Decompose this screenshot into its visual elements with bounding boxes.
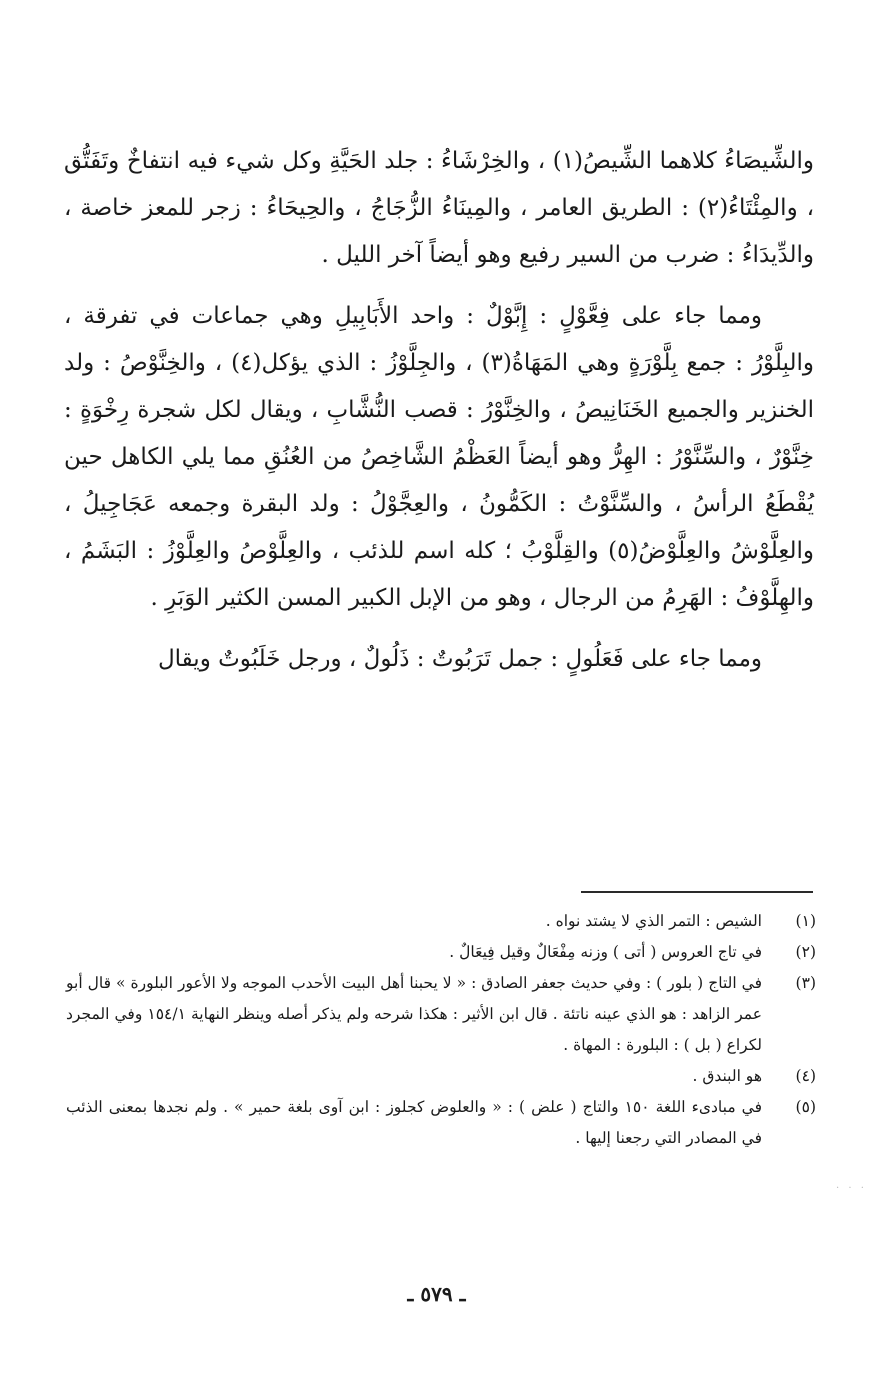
footnote-text: في التاج ( بلور ) : وفي حديث جعفر الصادق : « لا يحبنا أهل البيت الأحدب الموجه ولا الأعور البلورة » قال أبو عمر الزاهد : هو الذي عينه ناتئة . قال ابن الأثير : هكذا شرحه ولم يذكر أصله وينظر النهاية ١٥٤/١ وفي المجرد لكراع ( بل ) : البلورة : المهاة . xyxy=(66,974,762,1054)
footnote-number: (٢) xyxy=(795,943,816,961)
footnote-1 xyxy=(66,906,816,937)
page-number: ـ ٥٧٩ ـ xyxy=(407,1282,466,1306)
paragraph-2: ومما جاء على فِعَّوْلٍ : إِبَّوْلٌ : واحد الأَبَابِيلِ وهي جماعات في تفرقة ، والبِلَّوْرُ : جمع بِلَّوْرَةٍ وهي المَهَاةُ(٣) ، والجِلَّوْزُ : الذي يؤكل(٤) ، والخِنَّوْصُ : ولد الخنزير والجميع الخَنَانِيصُ ، والخِنَّوْرُ : قصب النُّشَّابِ ، ويقال لكل شجرة رِخْوَةٍ : خِنَّوْرٌ ، والسِّنَّوْرُ : الهِرُّ وهو أيضاً العَظْمُ الشَّاخِصُ من العُنُقِ مما يلي الكاهل حين يُقْطَعُ الرأسُ ، والسِّنَّوْتُ : الكَمُّونُ ، والعِجَّوْلُ : ولد البقرة وجمعه عَجَاجِيلُ ، والعِلَّوْشُ والعِلَّوْضُ(٥) والقِلَّوْبُ ؛ كله اسم للذئب ، والعِلَّوْصُ والعِلَّوْزُ : البَشَمُ ، والهِلَّوْفُ : الهَرِمُ من الرجال ، وهو من الإبل الكبير المسن الكثير الوَبَرِ . xyxy=(64,303,814,611)
footnote-text: في تاج العروس ( أتى ) وزنه مِفْعَالٌ وقيل فِيعَالٌ . xyxy=(449,943,762,961)
paragraph-3: ومما جاء على فَعَلُولٍ : جمل تَرَبُوتٌ : ذَلُولٌ ، ورجل خَلَبُوتٌ ويقال xyxy=(157,646,762,672)
footnote-3 xyxy=(66,968,816,1061)
footnote-4 xyxy=(66,1061,816,1092)
footnote-number: (١) xyxy=(795,912,816,930)
margin-scan-mark: . . . xyxy=(836,1180,867,1191)
footnote-text: الشيص : التمر الذي لا يشتد نواه . xyxy=(545,912,762,930)
footnote-text: في مبادىء اللغة ١٥٠ والتاج ( علض ) : « والعلوض كجلوز : ابن آوى بلغة حمير » . ولم نجدها بمعنى الذئب في المصادر التي رجعنا إليها . xyxy=(66,1098,762,1147)
footnote-5 xyxy=(66,1092,816,1154)
footnote-number: (٤) xyxy=(795,1067,816,1085)
footnote-text: هو البندق . xyxy=(692,1067,762,1085)
footnote-separator xyxy=(581,891,813,893)
paragraph-1: والشِّيصَاءُ كلاهما الشِّيصُ(١) ، والخِرْشَاءُ : جلد الحَيَّةِ وكل شيء فيه انتفاخٌ وتَفَتُّق ، والمِئْتَاءُ(٢) : الطريق العامر ، والمِينَاءُ الزُّجَاجُ ، والحِيحَاءُ : زجر للمعز خاصة ، والدِّيدَاءُ : ضرب من السير رفيع وهو أيضاً آخر الليل . xyxy=(64,148,814,268)
footnote-2 xyxy=(66,937,816,968)
footnotes xyxy=(66,906,816,1154)
main-text xyxy=(64,138,814,683)
footnote-number: (٣) xyxy=(795,974,816,992)
footnote-number: (٥) xyxy=(795,1098,816,1116)
